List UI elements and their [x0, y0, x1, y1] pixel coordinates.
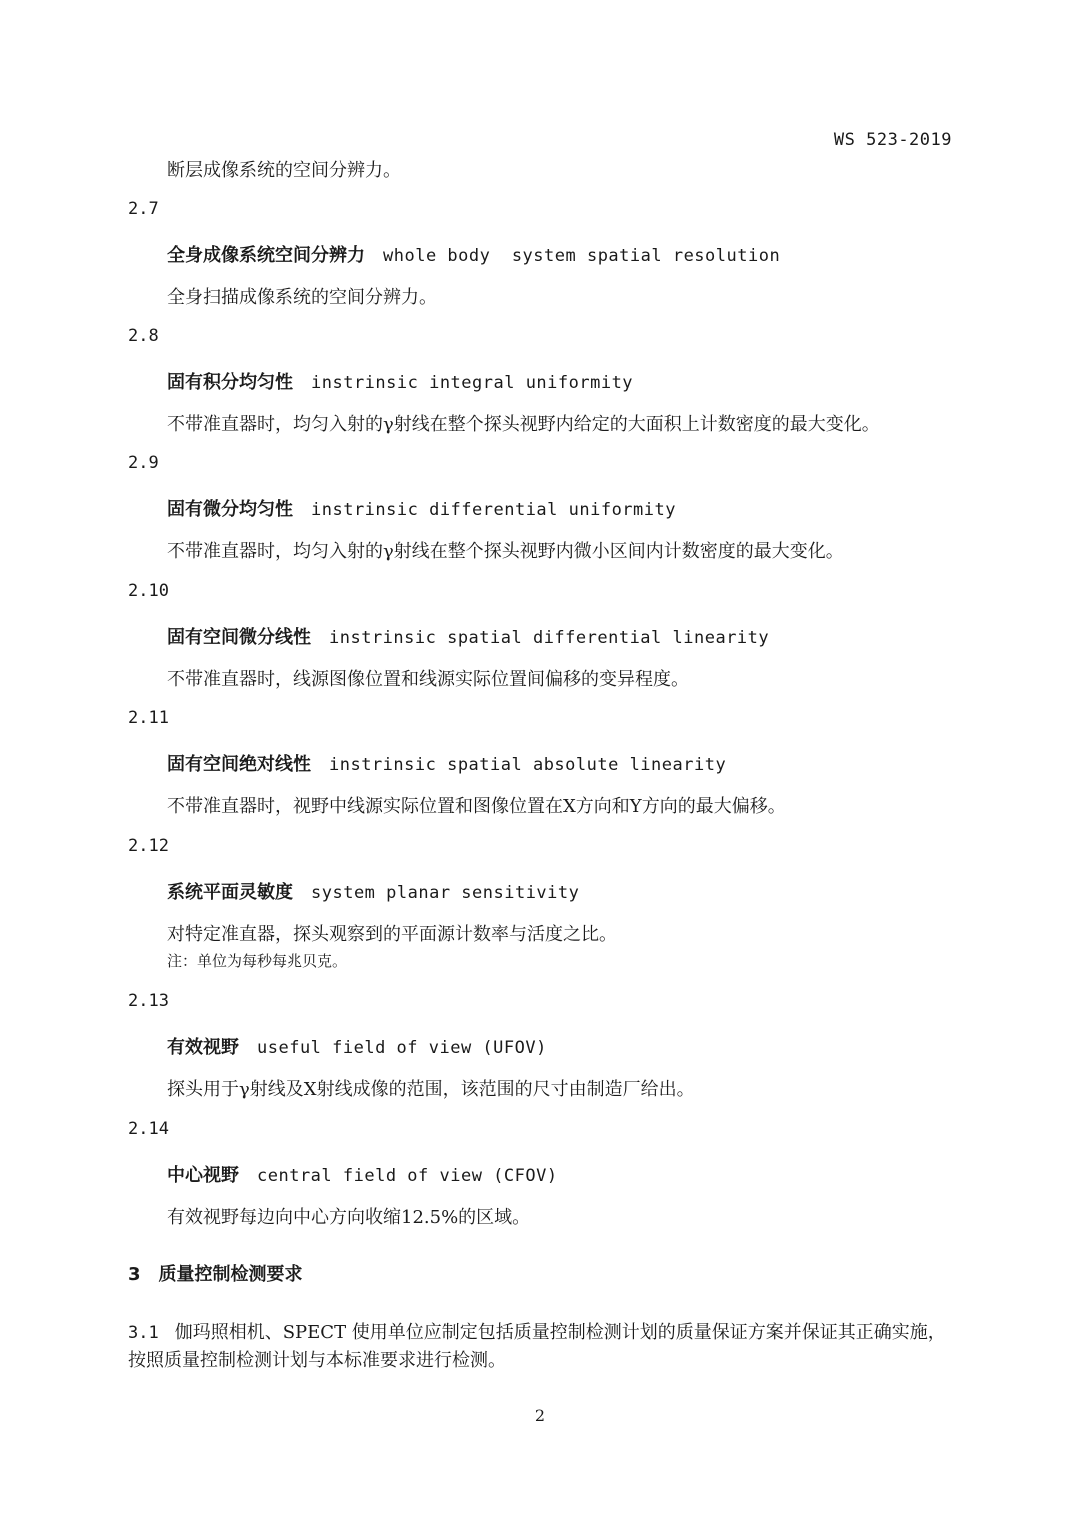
term-definition: 不带准直器时，视野中线源实际位置和图像位置在X方向和Y方向的最大偏移。	[167, 796, 786, 817]
paragraph-text: 伽玛照相机、SPECT 使用单位应制定包括质量控制检测计划的质量保证方案并保证其正确实施，	[174, 1322, 946, 1343]
term-en: central field of view (CFOV)	[257, 1166, 558, 1186]
term-heading	[167, 1161, 558, 1187]
term-en: instrinsic differential uniformity	[311, 500, 676, 520]
term-en: useful field of view (UFOV)	[257, 1038, 547, 1058]
standard-code: WS 523-2019	[833, 130, 952, 150]
term-definition: 全身扫描成像系统的空间分辨力。	[167, 287, 437, 308]
section-number: 3	[128, 1264, 141, 1285]
page-number: 2	[534, 1406, 546, 1425]
term-en: system planar sensitivity	[311, 883, 580, 903]
paragraph-line: 按照质量控制检测计划与本标准要求进行检测。	[128, 1350, 506, 1371]
term-note: 注：单位为每秒每兆贝克。	[167, 952, 348, 970]
term-zh: 全身成像系统空间分辨力	[167, 245, 365, 266]
term-zh: 固有空间绝对线性	[167, 754, 311, 775]
term-zh: 中心视野	[167, 1165, 239, 1186]
term-en: instrinsic integral uniformity	[311, 373, 634, 393]
term-heading	[167, 495, 676, 521]
term-number: 2.13	[128, 991, 169, 1011]
term-number: 2.12	[128, 836, 169, 856]
term-heading	[167, 623, 769, 649]
term-number: 2.14	[128, 1119, 169, 1139]
term-definition: 不带准直器时，均匀入射的γ射线在整个探头视野内微小区间内计数密度的最大变化。	[167, 541, 844, 562]
term-number: 2.10	[128, 581, 169, 601]
term-heading	[167, 878, 579, 904]
term-zh: 固有微分均匀性	[167, 499, 293, 520]
term-definition: 有效视野每边向中心方向收缩12.5%的区域。	[167, 1207, 531, 1228]
term-en: instrinsic spatial differential linearity	[329, 628, 770, 648]
term-definition: 不带准直器时，线源图像位置和线源实际位置间偏移的变异程度。	[167, 669, 689, 690]
term-zh: 固有空间微分线性	[167, 627, 311, 648]
term-zh: 系统平面灵敏度	[167, 882, 293, 903]
term-en: whole body system spatial resolution	[383, 246, 781, 266]
term-definition: 不带准直器时，均匀入射的γ射线在整个探头视野内给定的大面积上计数密度的最大变化。	[167, 414, 880, 435]
paragraph-number: 3.1	[128, 1323, 159, 1343]
section-heading	[128, 1260, 303, 1286]
term-heading	[167, 750, 726, 776]
term-number: 2.8	[128, 326, 159, 346]
section-title: 质量控制检测要求	[158, 1264, 303, 1285]
paragraph-line	[128, 1318, 946, 1344]
term-en: instrinsic spatial absolute linearity	[329, 755, 727, 775]
term-number: 2.9	[128, 453, 159, 473]
term-zh: 固有积分均匀性	[167, 372, 293, 393]
term-number: 2.11	[128, 708, 169, 728]
term-definition: 探头用于γ射线及X射线成像的范围，该范围的尺寸由制造厂给出。	[167, 1079, 695, 1100]
term-heading	[167, 368, 633, 394]
term-number: 2.7	[128, 199, 159, 219]
term-heading	[167, 241, 780, 267]
term-zh: 有效视野	[167, 1037, 239, 1058]
term-definition: 对特定准直器，探头观察到的平面源计数率与活度之比。	[167, 924, 617, 945]
term-heading	[167, 1033, 547, 1059]
intro-line: 断层成像系统的空间分辨力。	[167, 160, 401, 181]
